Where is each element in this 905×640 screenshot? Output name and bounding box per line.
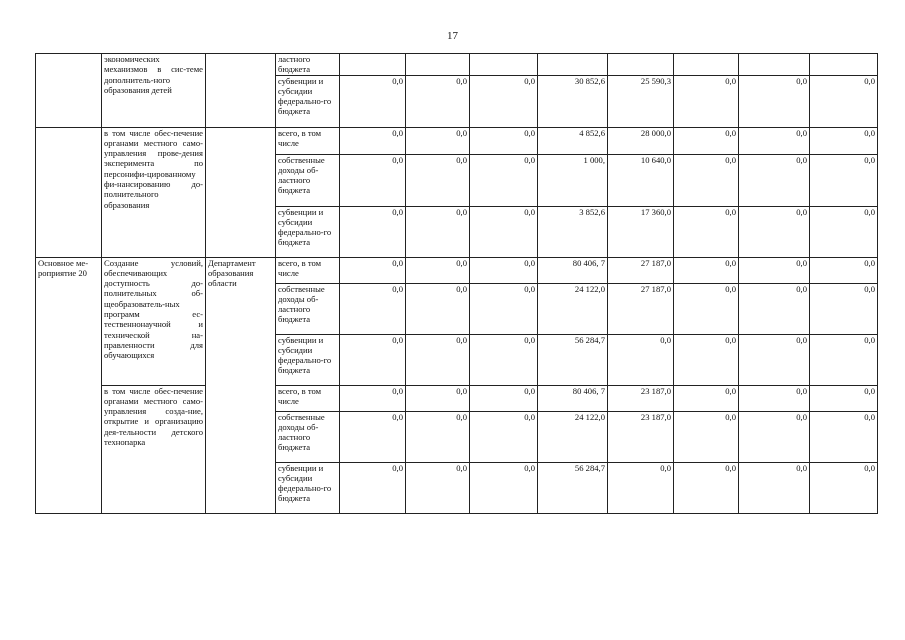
value-cell: 0,0 — [674, 385, 739, 411]
value-cell: 0,0 — [470, 257, 538, 283]
value-cell: 0,0 — [406, 206, 470, 257]
value-cell: 0,0 — [608, 462, 674, 513]
value-cell: 0,0 — [470, 462, 538, 513]
value-cell: 0,0 — [739, 462, 810, 513]
funding-source-cell: субвенции и субсидии федерально-го бюджета — [276, 75, 340, 127]
value-cell: 0,0 — [739, 411, 810, 462]
value-cell: 28 000,0 — [608, 127, 674, 154]
value-cell: 0,0 — [810, 385, 878, 411]
value-cell: 0,0 — [470, 411, 538, 462]
description-cell: в том числе обес-печение органами местного само-управления прове-дения экспериментa по персонифи-цированному фи-нансированию до-полнительного образования — [102, 127, 206, 257]
value-cell: 0,0 — [406, 257, 470, 283]
value-cell: 80 406, 7 — [538, 385, 608, 411]
value-cell: 0,0 — [340, 75, 406, 127]
funding-source-cell: собственные доходы об-ластного бюджета — [276, 283, 340, 334]
funding-source-cell: ластного бюджета — [276, 54, 340, 76]
value-cell: 0,0 — [406, 462, 470, 513]
value-cell: 0,0 — [810, 462, 878, 513]
description-cell: в том числе обес-печение органами местного само-управления созда-ние, открытие и организацию дея-тельности детского технопарка — [102, 385, 206, 513]
value-cell: 0,0 — [340, 283, 406, 334]
table-row — [36, 257, 878, 283]
value-cell: 30 852,6 — [538, 75, 608, 127]
value-cell: 0,0 — [340, 462, 406, 513]
value-cell — [739, 54, 810, 76]
value-cell: 0,0 — [340, 385, 406, 411]
value-cell: 0,0 — [470, 75, 538, 127]
event-label-cell: Основное ме-роприятие 20 — [36, 257, 102, 513]
value-cell: 0,0 — [739, 257, 810, 283]
value-cell: 4 852,6 — [538, 127, 608, 154]
value-cell: 0,0 — [470, 127, 538, 154]
value-cell: 23 187,0 — [608, 385, 674, 411]
value-cell: 0,0 — [739, 385, 810, 411]
value-cell: 0,0 — [810, 206, 878, 257]
value-cell: 0,0 — [674, 462, 739, 513]
value-cell: 0,0 — [810, 283, 878, 334]
value-cell: 56 284,7 — [538, 462, 608, 513]
value-cell: 0,0 — [739, 283, 810, 334]
value-cell — [608, 54, 674, 76]
value-cell: 56 284,7 — [538, 334, 608, 385]
value-cell: 1 000, — [538, 154, 608, 206]
executor-cell-empty — [206, 127, 276, 257]
value-cell: 0,0 — [674, 75, 739, 127]
value-cell: 0,0 — [739, 154, 810, 206]
value-cell: 0,0 — [406, 127, 470, 154]
executor-cell-empty — [206, 54, 276, 128]
value-cell: 0,0 — [810, 334, 878, 385]
value-cell: 0,0 — [674, 127, 739, 154]
value-cell: 24 122,0 — [538, 411, 608, 462]
value-cell: 3 852,6 — [538, 206, 608, 257]
value-cell: 0,0 — [608, 334, 674, 385]
value-cell: 0,0 — [674, 154, 739, 206]
value-cell: 0,0 — [674, 334, 739, 385]
event-cell-empty — [36, 127, 102, 257]
value-cell: 0,0 — [470, 334, 538, 385]
value-cell: 17 360,0 — [608, 206, 674, 257]
value-cell: 0,0 — [470, 283, 538, 334]
description-cell: Создание условий, обеспечивающих доступность до-полнительных об-щеобразователь-ных программ ес-тественнонаучной и технической на-правленности для обучающихся — [102, 257, 206, 385]
page-number: 17 — [447, 30, 458, 42]
value-cell: 0,0 — [674, 283, 739, 334]
value-cell — [406, 54, 470, 76]
value-cell — [810, 54, 878, 76]
event-cell-empty — [36, 54, 102, 128]
value-cell: 0,0 — [406, 283, 470, 334]
value-cell — [340, 54, 406, 76]
value-cell: 10 640,0 — [608, 154, 674, 206]
value-cell: 0,0 — [340, 257, 406, 283]
value-cell: 0,0 — [739, 334, 810, 385]
value-cell: 0,0 — [340, 154, 406, 206]
funding-source-cell: всего, в том числе — [276, 127, 340, 154]
value-cell: 0,0 — [406, 334, 470, 385]
value-cell: 27 187,0 — [608, 257, 674, 283]
funding-source-cell: собственные доходы об-ластного бюджета — [276, 154, 340, 206]
value-cell: 0,0 — [739, 206, 810, 257]
funding-source-cell: собственные доходы об-ластного бюджета — [276, 411, 340, 462]
value-cell: 0,0 — [674, 257, 739, 283]
value-cell: 0,0 — [406, 411, 470, 462]
value-cell: 0,0 — [810, 257, 878, 283]
value-cell: 0,0 — [739, 75, 810, 127]
value-cell: 0,0 — [470, 385, 538, 411]
value-cell: 0,0 — [810, 75, 878, 127]
value-cell: 24 122,0 — [538, 283, 608, 334]
table-row — [36, 54, 878, 76]
funding-source-cell: субвенции и субсидии федерально-го бюджета — [276, 462, 340, 513]
value-cell: 80 406, 7 — [538, 257, 608, 283]
table-row — [36, 127, 878, 154]
executor-cell: Департамент образования области — [206, 257, 276, 513]
value-cell: 0,0 — [406, 385, 470, 411]
value-cell: 25 590,3 — [608, 75, 674, 127]
value-cell: 0,0 — [674, 411, 739, 462]
value-cell: 0,0 — [406, 154, 470, 206]
funding-source-cell: всего, в том числе — [276, 257, 340, 283]
description-cell: экономических механизмов в сис-теме дополнитель-ного образования детей — [102, 54, 206, 128]
value-cell: 0,0 — [340, 334, 406, 385]
value-cell — [538, 54, 608, 76]
funding-source-cell: субвенции и субсидии федерально-го бюджета — [276, 206, 340, 257]
value-cell: 0,0 — [810, 127, 878, 154]
value-cell: 0,0 — [739, 127, 810, 154]
value-cell: 0,0 — [340, 127, 406, 154]
table-row — [36, 385, 878, 411]
value-cell: 0,0 — [340, 206, 406, 257]
value-cell: 0,0 — [810, 154, 878, 206]
value-cell: 0,0 — [810, 411, 878, 462]
value-cell: 27 187,0 — [608, 283, 674, 334]
value-cell — [470, 54, 538, 76]
value-cell: 23 187,0 — [608, 411, 674, 462]
value-cell: 0,0 — [340, 411, 406, 462]
funding-source-cell: всего, в том числе — [276, 385, 340, 411]
value-cell: 0,0 — [470, 206, 538, 257]
value-cell: 0,0 — [470, 154, 538, 206]
budget-table — [35, 53, 878, 514]
value-cell — [674, 54, 739, 76]
funding-source-cell: субвенции и субсидии федерально-го бюджета — [276, 334, 340, 385]
value-cell: 0,0 — [406, 75, 470, 127]
value-cell: 0,0 — [674, 206, 739, 257]
